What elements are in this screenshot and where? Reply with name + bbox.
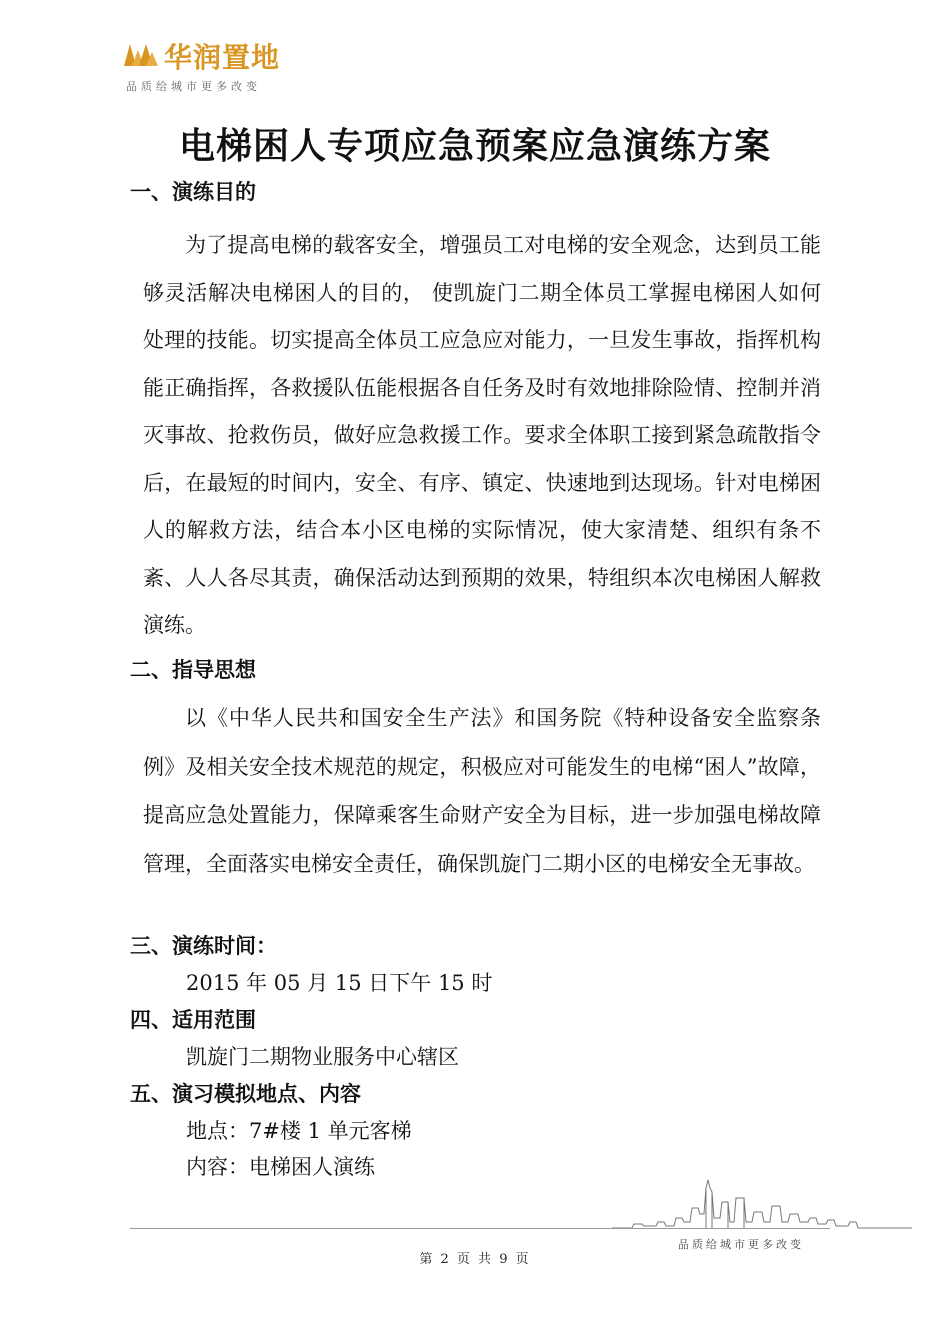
section-heading-time: 三、演练时间： bbox=[130, 934, 277, 958]
location-line: 地点：7#楼 1 单元客梯 bbox=[186, 1119, 412, 1143]
content-line: 内容：电梯困人演练 bbox=[186, 1155, 375, 1179]
section-paragraph-purpose: 为了提高电梯的载客安全，增强员工对电梯的安全观念，达到员工能够灵活解决电梯困人的目的， 使凯旋门二期全体员工掌握电梯困人如何处理的技能。切实提高全体员工应急应对能力，一旦发生事故，指挥机构能正确指挥，各救援队伍能根据各自任务及时有效地排除险情、控制并消灭事故、抢救伤员，做好应急救援工作。要求全体职工接到紧急疏散指令后，在最短的时间内，安全、有序、镇定、快速地到达现场。针对电梯困人的解救方法，结合本小区电梯的实际情况，使大家清楚、组织有条不紊、人人各尽其责，确保活动达到预期的效果，特组织本次电梯困人解救演练。 bbox=[143, 233, 821, 637]
footer-slogan: 品质给城市更多改变 bbox=[678, 1238, 804, 1251]
city-skyline-icon bbox=[612, 1178, 912, 1234]
brand-mark-icon bbox=[124, 40, 158, 66]
document-title: 电梯困人专项应急预案应急演练方案 bbox=[178, 126, 771, 167]
section-heading-scope: 四、适用范围 bbox=[130, 1008, 256, 1032]
page-number: 第 2 页 共 9 页 bbox=[419, 1252, 531, 1267]
scope-value: 凯旋门二期物业服务中心辖区 bbox=[186, 1045, 459, 1069]
footer-divider bbox=[130, 1228, 830, 1229]
section-paragraph-guidance: 以《中华人民共和国安全生产法》和国务院《特种设备安全监察条例》及相关安全技术规范的规定，积极应对可能发生的电梯“困人”故障，提高应急处置能力，保障乘客生命财产安全为目标，进一步加强电梯故障管理，全面落实电梯安全责任，确保凯旋门二期小区的电梯安全无事故。 bbox=[143, 706, 821, 876]
section-heading-guidance: 二、指导思想 bbox=[130, 658, 256, 682]
brand-slogan: 品质给城市更多改变 bbox=[126, 80, 261, 93]
brand-name: 华润置地 bbox=[164, 41, 281, 74]
section-heading-purpose: 一、演练目的 bbox=[130, 180, 256, 204]
section-heading-location: 五、演习模拟地点、内容 bbox=[130, 1082, 361, 1106]
drill-time: 2015 年 05 月 15 日下午 15 时 bbox=[186, 971, 493, 995]
